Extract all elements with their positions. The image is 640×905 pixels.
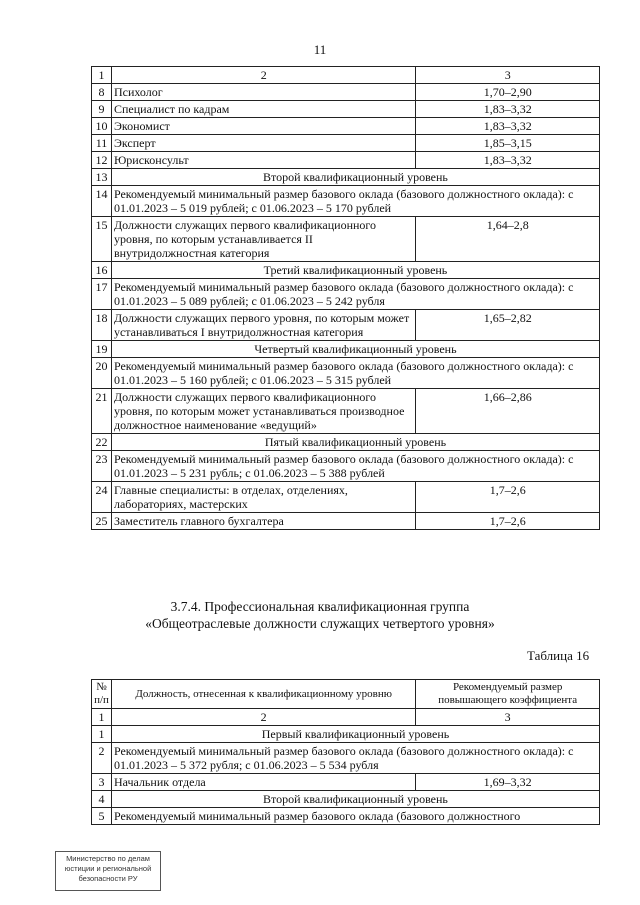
column-number-3: 3	[416, 67, 600, 84]
column-header-number: № п/п	[92, 680, 112, 709]
table-row	[92, 152, 600, 169]
stamp-line-3: безопасности РУ	[78, 874, 138, 883]
position-name: Юрисконсульт	[111, 152, 415, 169]
row-number: 20	[92, 358, 112, 389]
table-row	[92, 774, 600, 791]
row-number: 11	[92, 135, 112, 152]
level-heading: Третий квалификационный уровень	[111, 262, 599, 279]
salary-note: Рекомендуемый минимальный размер базового оклада (базового должностного оклада): с 01.01.2023 – 5 089 рублей; с 01.06.2023 – 5 242 рубля	[111, 279, 599, 310]
coefficient-value: 1,64–2,8	[416, 217, 600, 262]
table-row	[92, 726, 600, 743]
coefficient-value: 1,70–2,90	[416, 84, 600, 101]
table-row	[92, 186, 600, 217]
salary-note: Рекомендуемый минимальный размер базового оклада (базового должностного оклада): с 01.01.2023 – 5 019 рублей; с 01.06.2023 – 5 170 рублей	[111, 186, 599, 217]
position-name: Должности служащих первого квалификационного уровня, по которым устанавливается II внутридолжностная категория	[111, 217, 415, 262]
page-number: 11	[313, 42, 327, 57]
column-header-coefficient: Рекомендуемый размер повышающего коэффициента	[416, 680, 600, 709]
row-number: 17	[92, 279, 112, 310]
row-number: 2	[92, 743, 112, 774]
section-heading-line-2: «Общеотраслевые должности служащих четвертого уровня»	[145, 616, 495, 631]
salary-note: Рекомендуемый минимальный размер базового оклада (базового должностного оклада): с 01.01.2023 – 5 160 рублей; с 01.06.2023 – 5 315 рублей	[111, 358, 599, 389]
column-number-1: 1	[92, 67, 112, 84]
table-row	[92, 169, 600, 186]
coefficient-value: 1,83–3,32	[416, 101, 600, 118]
row-number: 13	[92, 169, 112, 186]
salary-note: Рекомендуемый минимальный размер базового оклада (базового должностного оклада): с 01.01.2023 – 5 372 рубля; с 01.06.2023 – 5 534 рубля	[111, 743, 599, 774]
level-heading: Второй квалификационный уровень	[111, 169, 599, 186]
row-number: 18	[92, 310, 112, 341]
row-number: 1	[92, 726, 112, 743]
table-row	[92, 118, 600, 135]
stamp-line-2: юстиции и региональной	[64, 864, 152, 873]
table-row	[92, 482, 600, 513]
salary-note: Рекомендуемый минимальный размер базового оклада (базового должностного	[111, 808, 599, 825]
row-number: 16	[92, 262, 112, 279]
section-heading-line-1: 3.7.4. Профессиональная квалификационная группа	[170, 599, 470, 614]
column-header-position: Должность, отнесенная к квалификационному уровню	[111, 680, 415, 709]
table-row	[92, 743, 600, 774]
level-heading: Второй квалификационный уровень	[111, 791, 599, 808]
column-number-3: 3	[416, 709, 600, 726]
coefficient-value: 1,83–3,32	[416, 152, 600, 169]
table-row	[92, 389, 600, 434]
position-name: Эксперт	[111, 135, 415, 152]
column-number-2: 2	[111, 67, 415, 84]
position-name: Начальник отдела	[111, 774, 415, 791]
row-number: 10	[92, 118, 112, 135]
table-row	[92, 341, 600, 358]
level-heading: Четвертый квалификационный уровень	[111, 341, 599, 358]
row-number: 23	[92, 451, 112, 482]
position-name: Должности служащих первого уровня, по которым может устанавливаться I внутридолжностная категория	[111, 310, 415, 341]
table-row	[92, 279, 600, 310]
table-row	[92, 434, 600, 451]
coefficient-value: 1,83–3,32	[416, 118, 600, 135]
row-number: 5	[92, 808, 112, 825]
position-name: Должности служащих первого квалификационного уровня, по которым может устанавливаться производное должностное наименование «ведущий»	[111, 389, 415, 434]
table-row	[92, 262, 600, 279]
column-number-1: 1	[92, 709, 112, 726]
table-15-continued	[91, 66, 600, 530]
table-caption: Таблица 16	[527, 648, 590, 663]
salary-note: Рекомендуемый минимальный размер базового оклада (базового должностного оклада): с 01.01.2023 – 5 231 рубль; с 01.06.2023 – 5 388 рублей	[111, 451, 599, 482]
column-number-row	[92, 709, 600, 726]
coefficient-value: 1,65–2,82	[416, 310, 600, 341]
row-number: 25	[92, 513, 112, 530]
level-heading: Первый квалификационный уровень	[111, 726, 599, 743]
position-name: Главные специалисты: в отделах, отделениях, лабораториях, мастерских	[111, 482, 415, 513]
table-row	[92, 101, 600, 118]
table-16	[91, 679, 600, 825]
table-row	[92, 310, 600, 341]
coefficient-value: 1,66–2,86	[416, 389, 600, 434]
row-number: 24	[92, 482, 112, 513]
table-row	[92, 135, 600, 152]
row-number: 12	[92, 152, 112, 169]
table-head-row	[92, 680, 600, 709]
table-row	[92, 808, 600, 825]
ministry-stamp	[55, 851, 161, 891]
column-number-2: 2	[111, 709, 415, 726]
table-row	[92, 217, 600, 262]
position-name: Психолог	[111, 84, 415, 101]
table-row	[92, 513, 600, 530]
section-heading	[0, 598, 640, 632]
row-number: 19	[92, 341, 112, 358]
row-number: 8	[92, 84, 112, 101]
position-name: Заместитель главного бухгалтера	[111, 513, 415, 530]
position-name: Экономист	[111, 118, 415, 135]
row-number: 21	[92, 389, 112, 434]
row-number: 9	[92, 101, 112, 118]
row-number: 22	[92, 434, 112, 451]
coefficient-value: 1,7–2,6	[416, 482, 600, 513]
table-row	[92, 358, 600, 389]
column-number-row	[92, 67, 600, 84]
position-name: Специалист по кадрам	[111, 101, 415, 118]
table-row	[92, 84, 600, 101]
table-row	[92, 791, 600, 808]
row-number: 15	[92, 217, 112, 262]
row-number: 3	[92, 774, 112, 791]
coefficient-value: 1,69–3,32	[416, 774, 600, 791]
row-number: 14	[92, 186, 112, 217]
level-heading: Пятый квалификационный уровень	[111, 434, 599, 451]
row-number: 4	[92, 791, 112, 808]
stamp-line-1: Министерство по делам	[66, 854, 150, 863]
coefficient-value: 1,7–2,6	[416, 513, 600, 530]
table-row	[92, 451, 600, 482]
coefficient-value: 1,85–3,15	[416, 135, 600, 152]
